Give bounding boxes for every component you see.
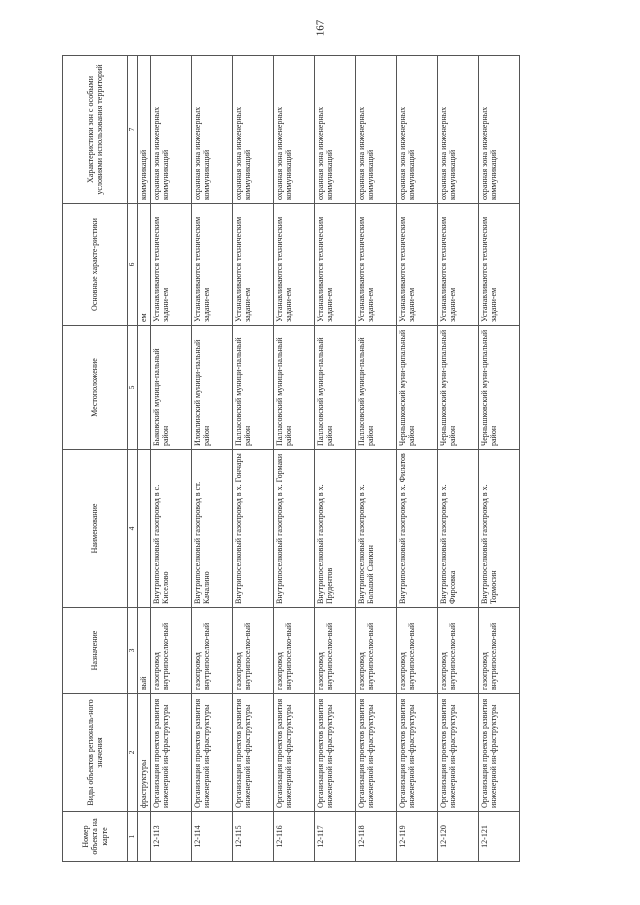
- table-cell: Внутрипоселковый газопровод в х. Филатов: [397, 450, 438, 608]
- table-row: [438, 56, 479, 862]
- table-cell: охранная зона инженерных коммуникаций: [315, 56, 356, 204]
- table-cell: Устанавливаются техническим задани-ем: [192, 204, 233, 326]
- table-row: [315, 56, 356, 862]
- table-row: [151, 56, 192, 862]
- table-body: [138, 56, 520, 862]
- table-cell: Устанавливаются техническим задани-ем: [438, 204, 479, 326]
- table-cell: [138, 812, 151, 862]
- header-row: [63, 56, 128, 862]
- table-cell: газопровод внутрипоселко-вый: [438, 608, 479, 694]
- table-cell: охранная зона инженерных коммуникаций: [151, 56, 192, 204]
- table-cell: охранная зона инженерных коммуникаций: [233, 56, 274, 204]
- table-cell: [138, 450, 151, 608]
- table-cell: Организация проектов развития инженерной ин-фраструктуры: [274, 694, 315, 812]
- table-cell: Внутрипоселковый газопровод в ст. Качалино: [192, 450, 233, 608]
- column-number: 4: [128, 450, 138, 608]
- table-cell: Устанавливаются техническим задани-ем: [356, 204, 397, 326]
- table-cell: Внутрипоселковый газопровод в х. Гормаки: [274, 450, 315, 608]
- table-cell: газопровод внутрипоселко-вый: [274, 608, 315, 694]
- table-cell: охранная зона инженерных коммуникаций: [356, 56, 397, 204]
- table-cell: Организация проектов развития инженерной ин-фраструктуры: [315, 694, 356, 812]
- table-cell: Организация проектов развития инженерной ин-фраструктуры: [192, 694, 233, 812]
- table-cell: Устанавливаются техническим задани-ем: [397, 204, 438, 326]
- table-cell: охранная зона инженерных коммуникаций: [479, 56, 520, 204]
- header-purpose: Назначение: [63, 608, 128, 694]
- header-zone-characteristics: Характеристики зон с особыми условиями использования территорий: [63, 56, 128, 204]
- object-number-cell: 12-120: [438, 812, 479, 862]
- table-row: [479, 56, 520, 862]
- column-number: 1: [128, 812, 138, 862]
- table-cell: газопровод внутрипоселко-вый: [233, 608, 274, 694]
- table-cell: охранная зона инженерных коммуникаций: [274, 56, 315, 204]
- object-number-cell: 12-118: [356, 812, 397, 862]
- objects-table: [62, 55, 520, 862]
- table-cell: газопровод внутрипоселко-вый: [192, 608, 233, 694]
- page-number-text: 167: [314, 19, 326, 37]
- table-cell: Внутрипоселковый газопровод в с. Киселово: [151, 450, 192, 608]
- table-cell: коммуникаций: [138, 56, 151, 204]
- continuation-row: [138, 56, 151, 862]
- table-cell: Внутрипоселковый газопровод в х. Гончары: [233, 450, 274, 608]
- column-number: 5: [128, 326, 138, 450]
- object-number-cell: 12-115: [233, 812, 274, 862]
- table-row: [233, 56, 274, 862]
- table-cell: Устанавливаются техническим задани-ем: [151, 204, 192, 326]
- table-cell: газопровод внутрипоселко-вый: [397, 608, 438, 694]
- column-number-row: [128, 56, 138, 862]
- table-cell: Палласовский муници-пальный район: [356, 326, 397, 450]
- table-cell: Организация проектов развития инженерной ин-фраструктуры: [438, 694, 479, 812]
- table-cell: Внутрипоселковый газопровод в х. Большой Сникин: [356, 450, 397, 608]
- table-cell: Чернышковский муни-ципальный район: [397, 326, 438, 450]
- header-name: Наименование: [63, 450, 128, 608]
- table-cell: вый: [138, 608, 151, 694]
- header-location: Местоположение: [63, 326, 128, 450]
- table-cell: Устанавливаются техническим задани-ем: [315, 204, 356, 326]
- table-cell: Быковский муници-пальный район: [151, 326, 192, 450]
- page-number: [0, 19, 640, 37]
- table-cell: фраструктуры: [138, 694, 151, 812]
- table-cell: Иловлинский муници-пальный район: [192, 326, 233, 450]
- table-cell: Внутрипоселковый газопровод в х. Прудентов: [315, 450, 356, 608]
- object-number-cell: 12-116: [274, 812, 315, 862]
- table-cell: охранная зона инженерных коммуникаций: [192, 56, 233, 204]
- table-cell: Палласовский муници-пальный район: [274, 326, 315, 450]
- table-cell: газопровод внутрипоселко-вый: [315, 608, 356, 694]
- table-cell: Организация проектов развития инженерной ин-фраструктуры: [233, 694, 274, 812]
- header-object-type: Виды объектов региональ-ного значения: [63, 694, 128, 812]
- object-number-cell: 12-114: [192, 812, 233, 862]
- table-cell: Внутрипоселковый газопровод в х. Фирсовка: [438, 450, 479, 608]
- table-row: [192, 56, 233, 862]
- table-cell: охранная зона инженерных коммуникаций: [397, 56, 438, 204]
- table-cell: Организация проектов развития инженерной ин-фраструктуры: [397, 694, 438, 812]
- table-cell: охранная зона инженерных коммуникаций: [438, 56, 479, 204]
- table-row: [397, 56, 438, 862]
- table-cell: Чернышковский муни-ципальный район: [479, 326, 520, 450]
- column-number: 2: [128, 694, 138, 812]
- object-number-cell: 12-121: [479, 812, 520, 862]
- table-cell: [138, 326, 151, 450]
- table-cell: Организация проектов развития инженерной ин-фраструктуры: [479, 694, 520, 812]
- table-cell: ем: [138, 204, 151, 326]
- table-cell: Устанавливаются техническим задани-ем: [479, 204, 520, 326]
- column-number: 3: [128, 608, 138, 694]
- table-cell: Организация проектов развития инженерной ин-фраструктуры: [356, 694, 397, 812]
- object-number-cell: 12-113: [151, 812, 192, 862]
- column-number: 6: [128, 204, 138, 326]
- rotated-table-container: [62, 56, 570, 862]
- column-number: 7: [128, 56, 138, 204]
- table-cell: Организация проектов развития инженерной ин-фраструктуры: [151, 694, 192, 812]
- object-number-cell: 12-117: [315, 812, 356, 862]
- table-cell: Палласовский муници-пальный район: [315, 326, 356, 450]
- table-cell: газопровод внутрипоселко-вый: [479, 608, 520, 694]
- table-cell: Устанавливаются техническим задани-ем: [233, 204, 274, 326]
- table-row: [274, 56, 315, 862]
- header-object-number: Номер объекта на карте: [63, 812, 128, 862]
- table-cell: Внутрипоселковый газопровод в х. Тормосин: [479, 450, 520, 608]
- table-cell: газопровод внутрипоселко-вый: [356, 608, 397, 694]
- header-characteristics: Основные характе-ристики: [63, 204, 128, 326]
- table-cell: Палласовский муници-пальный район: [233, 326, 274, 450]
- table-row: [356, 56, 397, 862]
- table-cell: Чернышковский муни-ципальный район: [438, 326, 479, 450]
- object-number-cell: 12-119: [397, 812, 438, 862]
- table-cell: Устанавливаются техническим задани-ем: [274, 204, 315, 326]
- table-cell: газопровод внутрипоселко-вый: [151, 608, 192, 694]
